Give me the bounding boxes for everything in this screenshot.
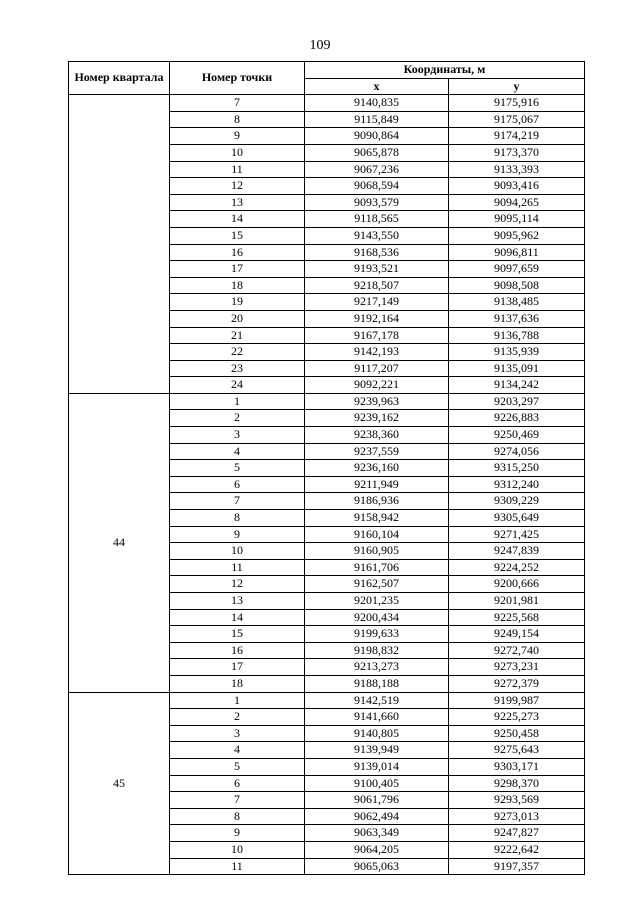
y-coordinate-cell: 9135,939 <box>449 344 585 361</box>
point-number-cell: 16 <box>170 642 305 659</box>
x-coordinate-cell: 9239,162 <box>305 410 449 427</box>
point-number-cell: 11 <box>170 559 305 576</box>
y-coordinate-cell: 9249,154 <box>449 626 585 643</box>
header-x: x <box>305 78 449 95</box>
x-coordinate-cell: 9239,963 <box>305 393 449 410</box>
x-coordinate-cell: 9238,360 <box>305 427 449 444</box>
y-coordinate-cell: 9225,273 <box>449 709 585 726</box>
y-coordinate-cell: 9095,114 <box>449 211 585 228</box>
point-number-cell: 17 <box>170 659 305 676</box>
x-coordinate-cell: 9199,633 <box>305 626 449 643</box>
point-number-cell: 6 <box>170 775 305 792</box>
point-number-cell: 24 <box>170 377 305 394</box>
y-coordinate-cell: 9224,252 <box>449 559 585 576</box>
point-number-cell: 12 <box>170 178 305 195</box>
x-coordinate-cell: 9062,494 <box>305 808 449 825</box>
x-coordinate-cell: 9139,949 <box>305 742 449 759</box>
point-number-cell: 4 <box>170 443 305 460</box>
y-coordinate-cell: 9272,379 <box>449 675 585 692</box>
table-row <box>69 95 585 112</box>
y-coordinate-cell: 9303,171 <box>449 758 585 775</box>
point-number-cell: 13 <box>170 593 305 610</box>
y-coordinate-cell: 9293,569 <box>449 792 585 809</box>
block-number-cell: 44 <box>69 393 170 692</box>
y-coordinate-cell: 9275,643 <box>449 742 585 759</box>
x-coordinate-cell: 9167,178 <box>305 327 449 344</box>
point-number-cell: 21 <box>170 327 305 344</box>
y-coordinate-cell: 9247,839 <box>449 543 585 560</box>
y-coordinate-cell: 9137,636 <box>449 310 585 327</box>
x-coordinate-cell: 9158,942 <box>305 510 449 527</box>
y-coordinate-cell: 9309,229 <box>449 493 585 510</box>
x-coordinate-cell: 9160,104 <box>305 526 449 543</box>
x-coordinate-cell: 9213,273 <box>305 659 449 676</box>
x-coordinate-cell: 9065,878 <box>305 144 449 161</box>
y-coordinate-cell: 9273,231 <box>449 659 585 676</box>
x-coordinate-cell: 9117,207 <box>305 360 449 377</box>
point-number-cell: 18 <box>170 277 305 294</box>
point-number-cell: 23 <box>170 360 305 377</box>
x-coordinate-cell: 9140,805 <box>305 725 449 742</box>
y-coordinate-cell: 9097,659 <box>449 261 585 278</box>
x-coordinate-cell: 9065,063 <box>305 858 449 875</box>
y-coordinate-cell: 9173,370 <box>449 144 585 161</box>
point-number-cell: 9 <box>170 128 305 145</box>
y-coordinate-cell: 9134,242 <box>449 377 585 394</box>
x-coordinate-cell: 9067,236 <box>305 161 449 178</box>
point-number-cell: 9 <box>170 825 305 842</box>
x-coordinate-cell: 9201,235 <box>305 593 449 610</box>
point-number-cell: 2 <box>170 709 305 726</box>
y-coordinate-cell: 9225,568 <box>449 609 585 626</box>
point-number-cell: 10 <box>170 144 305 161</box>
y-coordinate-cell: 9201,981 <box>449 593 585 610</box>
point-number-cell: 1 <box>170 692 305 709</box>
point-number-cell: 5 <box>170 758 305 775</box>
coordinates-table <box>68 61 585 875</box>
y-coordinate-cell: 9315,250 <box>449 460 585 477</box>
y-coordinate-cell: 9274,056 <box>449 443 585 460</box>
x-coordinate-cell: 9192,164 <box>305 310 449 327</box>
y-coordinate-cell: 9305,649 <box>449 510 585 527</box>
point-number-cell: 1 <box>170 393 305 410</box>
point-number-cell: 14 <box>170 609 305 626</box>
y-coordinate-cell: 9094,265 <box>449 194 585 211</box>
x-coordinate-cell: 9100,405 <box>305 775 449 792</box>
x-coordinate-cell: 9168,536 <box>305 244 449 261</box>
y-coordinate-cell: 9095,962 <box>449 227 585 244</box>
point-number-cell: 5 <box>170 460 305 477</box>
point-number-cell: 8 <box>170 510 305 527</box>
y-coordinate-cell: 9175,067 <box>449 111 585 128</box>
x-coordinate-cell: 9063,349 <box>305 825 449 842</box>
x-coordinate-cell: 9200,434 <box>305 609 449 626</box>
point-number-cell: 15 <box>170 626 305 643</box>
x-coordinate-cell: 9142,519 <box>305 692 449 709</box>
point-number-cell: 13 <box>170 194 305 211</box>
point-number-cell: 8 <box>170 111 305 128</box>
y-coordinate-cell: 9272,740 <box>449 642 585 659</box>
x-coordinate-cell: 9211,949 <box>305 476 449 493</box>
table-row <box>69 393 585 410</box>
y-coordinate-cell: 9200,666 <box>449 576 585 593</box>
x-coordinate-cell: 9186,936 <box>305 493 449 510</box>
y-coordinate-cell: 9222,642 <box>449 841 585 858</box>
y-coordinate-cell: 9197,357 <box>449 858 585 875</box>
x-coordinate-cell: 9064,205 <box>305 841 449 858</box>
point-number-cell: 22 <box>170 344 305 361</box>
point-number-cell: 7 <box>170 95 305 112</box>
x-coordinate-cell: 9118,565 <box>305 211 449 228</box>
point-number-cell: 14 <box>170 211 305 228</box>
x-coordinate-cell: 9160,905 <box>305 543 449 560</box>
point-number-cell: 18 <box>170 675 305 692</box>
y-coordinate-cell: 9273,013 <box>449 808 585 825</box>
y-coordinate-cell: 9250,458 <box>449 725 585 742</box>
y-coordinate-cell: 9312,240 <box>449 476 585 493</box>
x-coordinate-cell: 9061,796 <box>305 792 449 809</box>
header-coordinates: Координаты, м <box>305 62 585 79</box>
x-coordinate-cell: 9198,832 <box>305 642 449 659</box>
x-coordinate-cell: 9237,559 <box>305 443 449 460</box>
point-number-cell: 11 <box>170 161 305 178</box>
point-number-cell: 15 <box>170 227 305 244</box>
header-y: y <box>449 78 585 95</box>
x-coordinate-cell: 9162,507 <box>305 576 449 593</box>
y-coordinate-cell: 9247,827 <box>449 825 585 842</box>
x-coordinate-cell: 9143,550 <box>305 227 449 244</box>
point-number-cell: 8 <box>170 808 305 825</box>
y-coordinate-cell: 9096,811 <box>449 244 585 261</box>
x-coordinate-cell: 9236,160 <box>305 460 449 477</box>
point-number-cell: 12 <box>170 576 305 593</box>
x-coordinate-cell: 9218,507 <box>305 277 449 294</box>
block-number-cell: 45 <box>69 692 170 875</box>
point-number-cell: 7 <box>170 792 305 809</box>
header-block-number: Номер квартала <box>69 62 170 95</box>
x-coordinate-cell: 9142,193 <box>305 344 449 361</box>
y-coordinate-cell: 9203,297 <box>449 393 585 410</box>
y-coordinate-cell: 9175,916 <box>449 95 585 112</box>
x-coordinate-cell: 9161,706 <box>305 559 449 576</box>
y-coordinate-cell: 9138,485 <box>449 294 585 311</box>
point-number-cell: 6 <box>170 476 305 493</box>
table-row <box>69 692 585 709</box>
y-coordinate-cell: 9271,425 <box>449 526 585 543</box>
x-coordinate-cell: 9068,594 <box>305 178 449 195</box>
x-coordinate-cell: 9115,849 <box>305 111 449 128</box>
y-coordinate-cell: 9136,788 <box>449 327 585 344</box>
page-number: 109 <box>309 38 331 53</box>
point-number-cell: 10 <box>170 841 305 858</box>
point-number-cell: 20 <box>170 310 305 327</box>
y-coordinate-cell: 9250,469 <box>449 427 585 444</box>
y-coordinate-cell: 9226,883 <box>449 410 585 427</box>
point-number-cell: 3 <box>170 427 305 444</box>
table-body <box>69 95 585 875</box>
y-coordinate-cell: 9133,393 <box>449 161 585 178</box>
y-coordinate-cell: 9135,091 <box>449 360 585 377</box>
point-number-cell: 2 <box>170 410 305 427</box>
point-number-cell: 16 <box>170 244 305 261</box>
point-number-cell: 3 <box>170 725 305 742</box>
x-coordinate-cell: 9188,188 <box>305 675 449 692</box>
x-coordinate-cell: 9193,521 <box>305 261 449 278</box>
point-number-cell: 19 <box>170 294 305 311</box>
y-coordinate-cell: 9098,508 <box>449 277 585 294</box>
x-coordinate-cell: 9217,149 <box>305 294 449 311</box>
point-number-cell: 9 <box>170 526 305 543</box>
x-coordinate-cell: 9092,221 <box>305 377 449 394</box>
point-number-cell: 11 <box>170 858 305 875</box>
x-coordinate-cell: 9140,835 <box>305 95 449 112</box>
header-point-number: Номер точки <box>170 62 305 95</box>
block-number-cell <box>69 95 170 394</box>
point-number-cell: 17 <box>170 261 305 278</box>
x-coordinate-cell: 9093,579 <box>305 194 449 211</box>
point-number-cell: 4 <box>170 742 305 759</box>
y-coordinate-cell: 9199,987 <box>449 692 585 709</box>
x-coordinate-cell: 9090,864 <box>305 128 449 145</box>
y-coordinate-cell: 9093,416 <box>449 178 585 195</box>
point-number-cell: 7 <box>170 493 305 510</box>
x-coordinate-cell: 9139,014 <box>305 758 449 775</box>
y-coordinate-cell: 9174,219 <box>449 128 585 145</box>
y-coordinate-cell: 9298,370 <box>449 775 585 792</box>
x-coordinate-cell: 9141,660 <box>305 709 449 726</box>
point-number-cell: 10 <box>170 543 305 560</box>
